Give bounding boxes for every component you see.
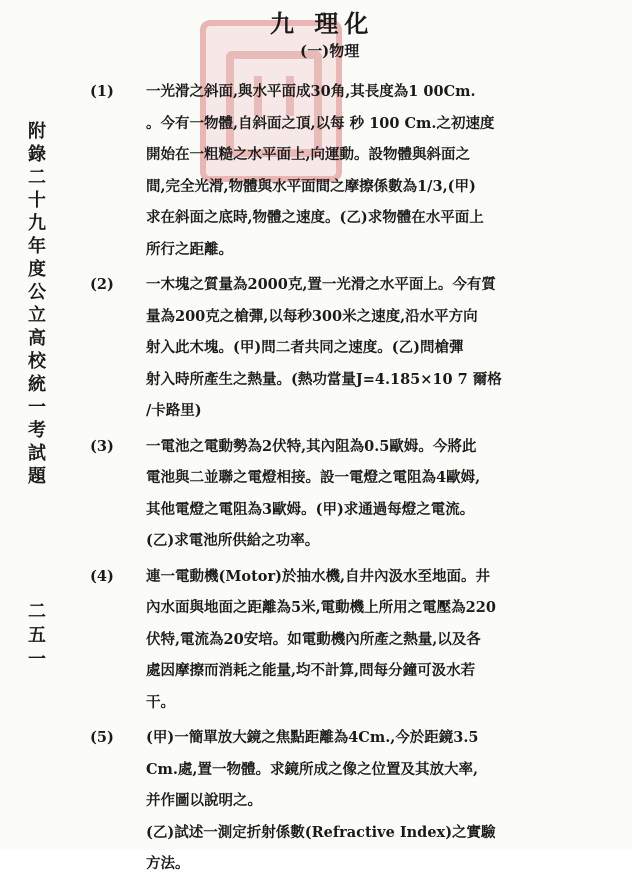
question-line: /卡路里) [146,402,202,419]
question-line: 求在斜面之底時,物體之速度。(乙)求物體在水平面上 [146,209,484,226]
question-line: 一木塊之質量為2000克,置一光滑之水平面上。今有質 [146,276,496,293]
question-line: 并作圖以說明之。 [146,792,262,809]
question-line: 射入時所產生之熱量。(熱功當量J=4.185×10 7 爾格 [146,370,502,388]
question-1 [90,76,610,265]
section-title: 九 理化 [270,9,375,38]
vertical-margin-title: 附錄 二十九年度公立高校統一考試題 [28,121,46,487]
question-line: 伏特,電流為20安培。如電動機內所產之熱量,以及各 [146,630,481,648]
question-line: 方法。 [146,855,190,872]
question-number: (1) [90,83,114,100]
question-number: (5) [90,729,114,746]
question-line: (乙)求電池所供給之功率。 [146,532,320,549]
vertical-page-number: 二五一 [28,601,46,670]
question-body [146,722,610,880]
question-3 [90,431,610,557]
question-line: Cm.處,置一物體。求鏡所成之像之位置及其放大率, [146,760,479,778]
question-line: 。今有一物體,自斜面之頂,以每 秒 100 Cm.之初速度 [146,114,495,132]
question-number: (3) [90,437,114,455]
question-line: 量為200克之槍彈,以每秒300米之速度,沿水平方向 [146,307,478,325]
question-line: 所行之距離。 [146,240,233,258]
question-4 [90,561,610,719]
question-line: 干。 [146,693,175,711]
question-line: 間,完全光滑,物體與水平面間之摩擦係數為1/3,(甲) [146,177,476,195]
question-line: 連一電動機(Motor)於抽水機,自井內汲水至地面。井 [146,567,490,585]
question-list [90,76,610,884]
question-body [146,76,610,265]
question-line: 一光滑之斜面,與水平面成30角,其長度為1 00Cm. [146,83,476,100]
question-line: 內水面與地面之距離為5米,電動機上所用之電壓為220 [146,599,496,616]
question-line: (乙)試述一測定折射係數(Refractive Index)之實驗 [146,823,496,841]
question-line: 開始在一粗糙之水平面上,向運動。設物體與斜面之 [146,146,471,163]
question-line: (甲)一簡單放大鏡之焦點距離為4Cm.,今於距鏡3.5 [146,729,479,746]
question-5 [90,722,610,880]
question-2 [90,269,610,427]
question-body [146,561,610,719]
question-number: (2) [90,276,114,293]
question-line: 射入此木塊。(甲)問二者共同之速度。(乙)問槍彈 [146,339,464,356]
question-line: 一電池之電動勢為2伏特,其內阻為0.5歐姆。今將此 [146,437,477,455]
question-body [146,269,610,427]
question-body [146,431,610,557]
section-subtitle: (一)物理 [300,42,360,60]
question-number: (4) [90,567,114,585]
question-line: 其他電燈之電阻為3歐姆。(甲)求通過每燈之電流。 [146,500,475,518]
question-line: 處因摩擦而消耗之能量,均不計算,問每分鐘可汲水若 [146,662,476,679]
question-line: 電池與二並聯之電燈相接。設一電燈之電阻為4歐姆, [146,469,481,486]
